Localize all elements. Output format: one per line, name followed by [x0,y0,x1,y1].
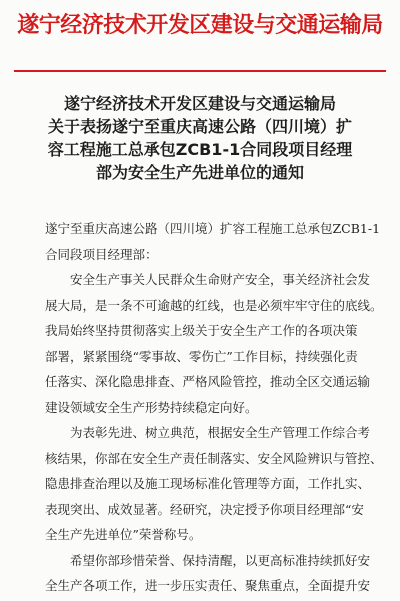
paragraph-line: 任落实、深化隐患排查、严格风险管控，推动全区交通运输 [45,374,371,389]
paragraph-line: 表现突出、成效显著。经研究，决定授予你项目经理部“安 [45,501,364,517]
notice-body [45,216,383,599]
paragraph-line: 核结果，你部在安全生产责任制落实、安全风险辨识与管控、 [45,450,383,466]
paragraph-line: 部署，紧紧围绕“零事故、零伤亡”工作目标，持续强化责 [45,348,358,364]
paragraph-line: 安全生产事关人民群众生命财产安全，事关经济社会发 [45,272,371,287]
title-line: 容工程施工总承包ZCB1-1合同段项目经理 [47,140,353,159]
paragraph-line: 全生产先进单位”荣誉称号。 [45,527,202,542]
paragraph-line: 展大局，是一条不可逾越的红线，也是必须牢牢守住的底线。 [45,297,383,313]
title-line: 关于表扬遂宁至重庆高速公路（四川境）扩 [47,117,352,136]
paragraph-line: 隐患排查治理以及施工现场标准化管理等方面，工作扎实、 [45,476,371,491]
title-line: 部为安全生产先进单位的通知 [95,163,304,182]
paragraph-line: 希望你部珍惜荣誉、保持清醒，以更高标准持续抓好安 [45,552,371,568]
paragraph-line: 我局始终坚持贯彻落实上级关于安全生产工作的各项决策 [45,323,358,338]
paragraph-line: 全生产各项工作，进一步压实责任、聚焦重点，全面提升安 [45,578,371,593]
addressee-line: 合同段项目经理部： [45,246,158,262]
letterhead-org-name: 遂宁经济技术开发区建设与交通运输局 [17,12,383,38]
paragraph-line: 为表彰先进、树立典范，根据安全生产管理工作综合考 [45,425,371,440]
paragraph-line: 建设领域安全生产形势持续稳定向好。 [45,399,258,415]
title-line: 遂宁经济技术开发区建设与交通运输局 [63,94,336,113]
addressee-line: 遂宁至重庆高速公路（四川境）扩容工程施工总承包ZCB1-1 [45,221,381,236]
letterhead-red-rule [14,70,386,72]
notice-title [0,92,400,184]
